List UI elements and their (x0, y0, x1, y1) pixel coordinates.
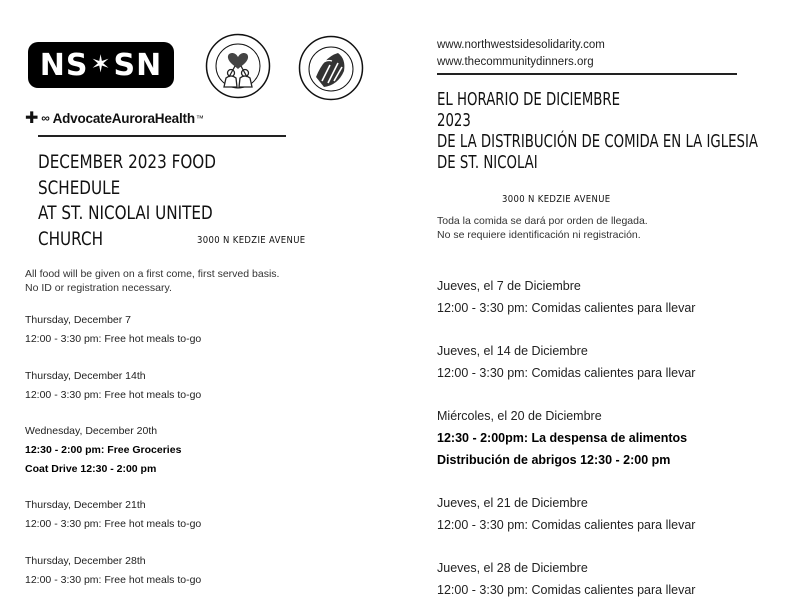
website-link[interactable]: www.thecommunitydinners.org (437, 56, 594, 68)
event-detail: 12:00 - 3:30 pm: Free hot meals to-go (25, 333, 202, 345)
event-detail-bold: 12:30 - 2:00 pm: Free Groceries (25, 444, 182, 456)
spanish-note: No se requiere identificación ni registración. (437, 229, 641, 241)
english-title-line: DECEMBER 2023 FOOD (38, 151, 216, 173)
websites (437, 37, 605, 71)
event-detail-bold: Coat Drive 12:30 - 2:00 pm (25, 463, 157, 475)
event-date: Thursday, December 7 (25, 314, 132, 326)
spanish-title-line: 2023 (437, 111, 471, 131)
english-note: All food will be given on a first come, first served basis. (25, 268, 280, 280)
event-date: Jueves, el 28 de Diciembre (437, 561, 588, 575)
spanish-title (437, 90, 758, 174)
event-date: Jueves, el 7 de Diciembre (437, 279, 581, 293)
event-date: Miércoles, el 20 de Diciembre (437, 409, 602, 423)
event-detail: 12:00 - 3:30 pm: Free hot meals to-go (25, 518, 202, 530)
event-detail-bold: Distribución de abrigos 12:30 - 2:00 pm (437, 453, 671, 467)
spanish-event-2 (437, 340, 695, 384)
avondale-mutual-aid-logo (205, 33, 271, 99)
event-date: Jueves, el 21 de Diciembre (437, 496, 588, 510)
event-date: Thursday, December 14th (25, 370, 146, 382)
english-event-2 (25, 367, 201, 405)
event-detail-bold: 12:30 - 2:00pm: La despensa de alimentos (437, 431, 688, 445)
spanish-title-line: DE ST. NICOLAI (437, 153, 538, 173)
spanish-title-line: EL HORARIO DE DICIEMBRE (437, 90, 621, 110)
spanish-event-3 (437, 405, 687, 471)
english-title-line: AT ST. NICOLAI UNITED (38, 202, 213, 224)
community-dinners-logo (298, 35, 364, 101)
english-event-1 (25, 311, 201, 349)
spanish-address: 3000 N KEDZIE AVENUE (502, 194, 611, 205)
english-address: 3000 N KEDZIE AVENUE (197, 235, 306, 246)
event-date: Jueves, el 14 de Diciembre (437, 344, 588, 358)
chain-link-icon: ∞ (41, 111, 50, 125)
website-link[interactable]: www.northwestsidesolidarity.com (437, 39, 605, 51)
spanish-event-5 (437, 557, 695, 601)
english-divider (38, 135, 286, 137)
trademark-mark: ™ (195, 113, 204, 123)
event-detail: 12:00 - 3:30 pm: Comidas calientes para llevar (437, 518, 696, 532)
event-date: Wednesday, December 20th (25, 425, 158, 437)
spanish-note: Toda la comida se dará por orden de llegada. (437, 215, 648, 227)
event-detail: 12:00 - 3:30 pm: Comidas calientes para llevar (437, 366, 696, 380)
english-note: No ID or registration necessary. (25, 282, 172, 294)
english-event-5 (25, 552, 201, 590)
english-event-3 (25, 422, 181, 479)
event-date: Thursday, December 21th (25, 499, 146, 511)
spanish-event-1 (437, 275, 695, 319)
spanish-notes (437, 214, 648, 242)
spanish-divider (437, 73, 737, 75)
english-title-line: CHURCH (38, 227, 104, 250)
event-detail: 12:00 - 3:30 pm: Comidas calientes para llevar (437, 301, 696, 315)
event-detail: 12:00 - 3:30 pm: Comidas calientes para llevar (437, 583, 696, 597)
event-detail: 12:00 - 3:30 pm: Free hot meals to-go (25, 574, 202, 586)
nssn-logo-right: SN (113, 47, 163, 83)
english-title-line: SCHEDULE (38, 176, 121, 199)
spanish-title-line: DE LA DISTRIBUCIÓN DE COMIDA EN LA IGLESIA (437, 132, 759, 152)
event-date: Thursday, December 28th (25, 555, 146, 567)
advocate-logo-text: AdvocateAuroraHealth (52, 110, 195, 126)
star-icon: ✶ (90, 50, 112, 78)
nssn-logo (28, 42, 174, 88)
nssn-logo-left: NS (39, 47, 89, 83)
event-detail: 12:00 - 3:30 pm: Free hot meals to-go (25, 389, 202, 401)
english-notes (25, 267, 279, 295)
english-event-4 (25, 496, 201, 534)
spanish-event-4 (437, 492, 695, 536)
cross-icon: ✚ (25, 110, 39, 127)
english-title (38, 150, 216, 252)
advocate-aurora-health-logo (25, 108, 204, 128)
